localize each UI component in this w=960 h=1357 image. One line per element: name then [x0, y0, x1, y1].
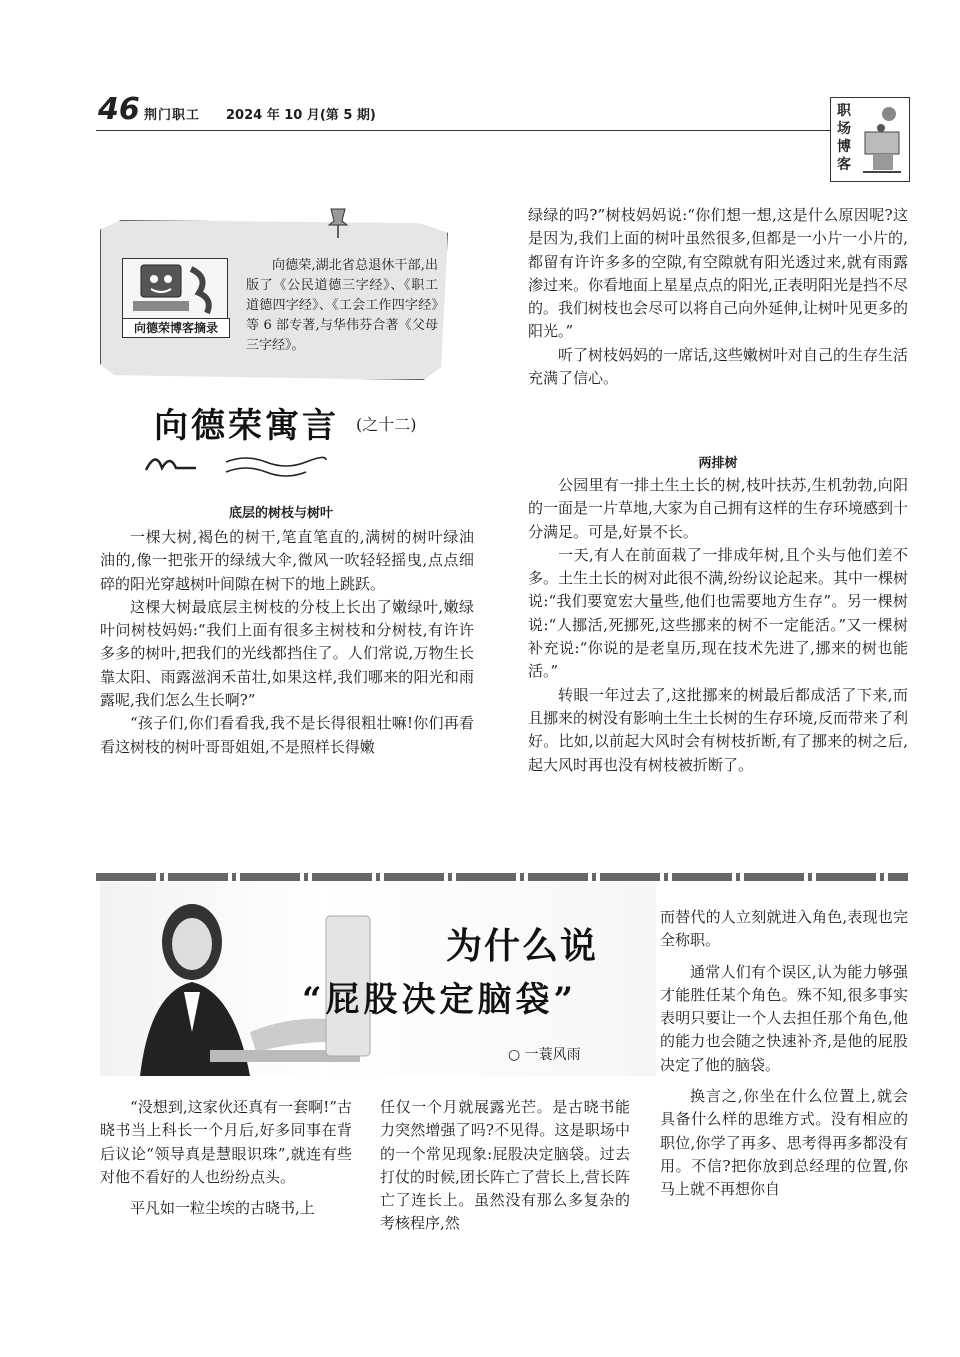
paragraph: 换言之,你坐在什么位置上,就会具备什么样的思维方式。没有相应的职位,你学了再多、思考得再多都没有用。不信?把你放到总经理的位置,你马上就不再想你自 [660, 1087, 908, 1199]
page-number: 46 [98, 92, 140, 127]
story1-continuation [528, 204, 908, 390]
paragraph: 而替代的人立刻就进入角色,表现也完全称职。 [660, 908, 908, 950]
paragraph: 这棵大树最底层主树枝的分枝上长出了嫩绿叶,嫩绿叶问树枝妈妈:“我们上面有很多主树枝和分树枝,有许许多多的树叶,把我们的光线都挡住了。人们常说,万物生长靠太阳、雨露滋润禾苗壮,如果这样,我们哪来的阳光和雨露呢,我们怎么生长啊?” [100, 597, 474, 710]
signature-scribble [136, 448, 336, 478]
paragraph: 通常人们有个误区,认为能力够强才能胜任某个角色。殊不知,很多事实表明只要让一个人去担任那个角色,他的能力也会随之快速补齐,是他的屁股决定了他的脑袋。 [660, 962, 908, 1074]
article2-col1 [100, 1096, 352, 1220]
article2-col3 [660, 906, 908, 1202]
paragraph: 一棵大树,褐色的树干,笔直笔直的,满树的树叶绿油油的,像一把张开的绿绒大伞,微风一吹轻轻摇曳,点点细碎的阳光穿越树叶间隙在树下的地上跳跃。 [100, 528, 474, 593]
story-heading: 两排树 [698, 456, 738, 471]
pushpin-icon [325, 205, 351, 239]
magazine-name: 荆门职工 [144, 108, 201, 123]
paragraph: “没想到,这家伙还真有一套啊!”古晓书当上科长一个月后,好多同事在背后议论“领导真是慧眼识珠”,就连有些对他不看好的人也纷纷点头。 [100, 1098, 352, 1186]
article2-title: 为什么说 [446, 926, 599, 967]
paragraph: 转眼一年过去了,这批挪来的树最后都成活了下来,而且挪来的树没有影响土生土长树的生存环境,反而带来了利好。比如,以前起大风时会有树枝折断,有了挪来的树之后,起大风时再也没有树枝被折断了。 [528, 685, 908, 774]
paragraph: 任仅一个月就展露光芒。是古晓书能力突然增强了吗?不见得。这是职场中的一个常见现象:屁股决定脑袋。过去打仗的时候,团长阵亡了营长上,营长阵亡了连长上。虽然没有那么多复杂的考核程序,然 [380, 1098, 630, 1233]
story1-body [100, 526, 474, 759]
section-divider [96, 873, 908, 881]
office-worker-illustration [859, 102, 905, 176]
story2-body [528, 474, 908, 777]
article2-byline: ○ 一蓑风雨 [508, 1047, 581, 1063]
story-heading: 底层的树枝与树叶 [228, 506, 333, 521]
author-bio: 向德荣,湖北省总退休干部,出版了《公民道德三字经》、《职工道德四字经》、《工会工作四字经》等 6 部专著,与华伟芬合著《父母三字经》。 [246, 258, 438, 353]
paragraph: “孩子们,你们看看我,我不是长得很粗壮嘛!你们再看看这树枝的树叶哥哥姐姐,不是照样长得嫩 [100, 714, 474, 756]
article2-quote: “屁股决定脑袋” [302, 980, 578, 1020]
article-subtitle: (之十二) [356, 415, 417, 434]
issue-date: 2024 年 10 月(第 5 期) [226, 108, 376, 123]
blog-caption: 向德荣博客摘录 [122, 318, 230, 338]
article-title: 向德荣寓言 [154, 406, 339, 446]
column-badge [830, 97, 910, 182]
paragraph: 公园里有一排土生土长的树,枝叶扶苏,生机勃勃,向阳的一面是一片草地,大家为自己拥有这样的生存环境感到十分满足。可是,好景不长。 [528, 476, 908, 541]
paragraph: 一天,有人在前面栽了一排成年树,且个头与他们差不多。土生土长的树对此很不满,纷纷议论起来。其中一棵树说:“我们要宽宏大量些,他们也需要地方生存”。另一棵树说:“人挪活,死挪死,这些挪来的树不一定能活。”又一棵树补充说:“你说的是老皇历,现在技术先进了,挪来的树也能活。” [528, 545, 908, 681]
header-rule [96, 130, 830, 131]
article2-col2 [380, 1096, 630, 1236]
column-label: 职场博客 [837, 103, 851, 173]
paragraph: 绿绿的吗?”树枝妈妈说:“你们想一想,这是什么原因呢?这是因为,我们上面的树叶虽然很多,但都是一小片一小片的,都留有许许多多的空隙,有空隙就有阳光透过来,就有雨露渗过来。你看地面上星星点点的阳光,正表明阳光是挡不尽的。我们树枝也会尽可以将自己向外延伸,让树叶见更多的阳光。” [528, 206, 908, 341]
paragraph: 平凡如一粒尘埃的古晓书,上 [130, 1199, 315, 1218]
paragraph: 听了树枝妈妈的一席话,这些嫩树叶对自己的生存生活充满了信心。 [528, 345, 908, 388]
computer-mascot-icon [123, 259, 227, 319]
